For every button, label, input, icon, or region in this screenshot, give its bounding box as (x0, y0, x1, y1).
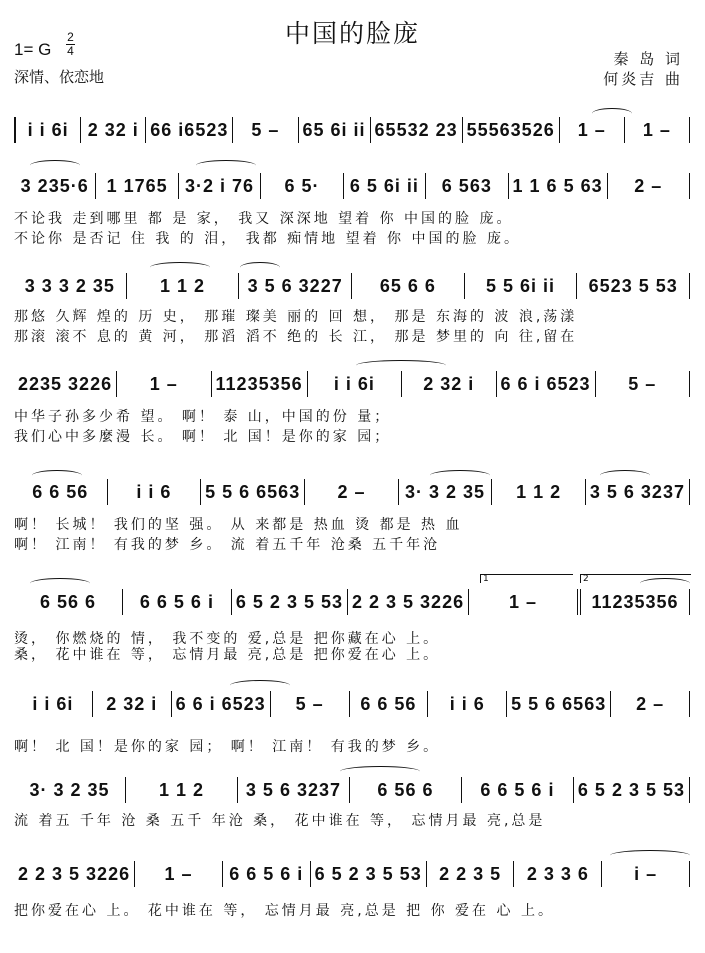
measure-notes: 6 563 (441, 175, 492, 196)
measure (14, 173, 96, 199)
measure (223, 861, 311, 887)
measure-notes: 6 56 6 (377, 779, 434, 800)
measure (427, 861, 515, 887)
measure (135, 861, 223, 887)
measure-notes: i i 6i (27, 119, 69, 140)
measure-notes: 2 32 i (423, 373, 475, 394)
measure-notes: 2235 3226 (18, 373, 113, 394)
measure (305, 479, 399, 505)
measure-notes: 2 3 3 6 (526, 863, 589, 884)
measure-notes: 1 – (642, 119, 671, 140)
notes-line (14, 116, 690, 144)
measure (625, 117, 690, 143)
measure-notes: 66 i6523 (150, 119, 229, 140)
measure-notes: 2 2 3 5 3226 (352, 591, 465, 612)
measure (238, 777, 350, 803)
measure (586, 479, 690, 505)
measure (14, 861, 135, 887)
staff-row (14, 172, 690, 202)
lyric-line: 桑， 花中谁在 等， 忘情月最 亮,总是 把你爱在心 上。 (14, 647, 441, 663)
slur-mark (30, 160, 80, 171)
slur-mark (32, 470, 82, 481)
volta-first: 1 (480, 574, 573, 583)
slur-mark (340, 766, 420, 777)
measure-notes: 1 – (149, 373, 178, 394)
measure-notes: i i 6i (32, 693, 74, 714)
measure-notes: i i 6 (449, 693, 485, 714)
meter-bottom: 4 (67, 44, 74, 58)
measure (123, 589, 232, 615)
measure-notes: i i 6 (136, 481, 172, 502)
staff-row (14, 478, 690, 508)
measure (492, 479, 586, 505)
slur-mark (600, 470, 650, 481)
measure-notes: 3· 3 2 35 (29, 779, 110, 800)
lyric-line: 啊！ 长城！ 我们的坚 强。 从 来都是 热血 烫 都是 热 血 (14, 517, 463, 533)
measure-notes: 6 6 56 (32, 481, 89, 502)
measure (560, 117, 625, 143)
measure (399, 479, 493, 505)
measure (14, 777, 126, 803)
measure (201, 479, 305, 505)
lyric-line: 中华子孙多少希 望。 啊！ 泰 山，中国的份 量； (14, 409, 392, 425)
meter-top: 2 (67, 30, 74, 44)
measure (469, 589, 581, 615)
measure-notes: 65 6 6 (379, 275, 436, 296)
staff-row (14, 860, 690, 890)
measure (465, 273, 578, 299)
staff-row (14, 116, 690, 146)
lyric-line: 那滚 滚不 息的 黄 河， 那滔 滔不 绝的 长 江， 那是 梦里的 向 往,留在 (14, 329, 578, 345)
measure-notes: 2 2 3 5 3226 (18, 863, 131, 884)
measure (352, 273, 465, 299)
measure (462, 777, 574, 803)
staff-row (14, 776, 690, 806)
measure-notes: 1 – (509, 591, 538, 612)
measure (239, 273, 352, 299)
measure (507, 691, 611, 717)
notes-line (14, 690, 690, 718)
measure (126, 777, 238, 803)
measure (14, 589, 123, 615)
lyric-line: 啊！ 北 国！是你的家 园； 啊！ 江南！ 有我的梦 乡。 (14, 739, 441, 755)
slur-mark (356, 360, 446, 371)
measure (233, 117, 298, 143)
measure-notes: 3 5 6 3237 (245, 779, 341, 800)
measure-notes: 3 5 6 3237 (589, 481, 685, 502)
slur-mark (30, 578, 90, 589)
measure (602, 861, 690, 887)
notes-line (14, 478, 690, 506)
measure (127, 273, 240, 299)
notes-line (14, 370, 690, 398)
slur-mark (640, 578, 690, 589)
measure (96, 173, 178, 199)
measure-notes: 5 – (628, 373, 657, 394)
slur-mark (430, 470, 490, 481)
measure-notes: 1 1 2 (159, 275, 206, 296)
lyric-line: 啊！ 江南！ 有我的梦 乡。 流 着五千年 沧桑 五千年沧 (14, 537, 441, 553)
measure (577, 273, 690, 299)
measure (350, 691, 429, 717)
measure (93, 691, 172, 717)
measure-notes: 3 3 3 2 35 (24, 275, 115, 296)
measure (371, 117, 463, 143)
composer-credit: 何炎吉 曲 (603, 70, 683, 88)
measure-notes: 6 6 i 6523 (175, 693, 266, 714)
measure (426, 173, 508, 199)
key-signature: 1= G (14, 40, 52, 59)
measure-notes: 5 5 6 6563 (511, 693, 607, 714)
measure-notes: 6 5 2 3 5 53 (314, 863, 422, 884)
measure (14, 479, 108, 505)
measure-notes: 11235356 (215, 373, 303, 394)
slur-mark (240, 262, 280, 273)
lyric-line: 我们心中多麼漫 长。 啊！ 北 国！是你的家 园； (14, 429, 392, 445)
measure (574, 777, 690, 803)
measure-notes: 2 2 3 5 (439, 863, 502, 884)
staff-row (14, 370, 690, 400)
measure (232, 589, 348, 615)
slur-mark (592, 108, 632, 119)
measure-notes: 6 6 5 6 i (139, 591, 214, 612)
measure (608, 173, 690, 199)
volta-second: 2 (580, 574, 691, 583)
measure (14, 371, 117, 397)
measure (81, 117, 146, 143)
slur-mark (196, 160, 256, 171)
measure (14, 691, 93, 717)
measure (428, 691, 507, 717)
measure-notes: 1 1 2 (516, 481, 562, 502)
measure (514, 861, 602, 887)
measure (344, 173, 426, 199)
measure (108, 479, 202, 505)
measure (611, 691, 690, 717)
measure (596, 371, 690, 397)
measure (463, 117, 560, 143)
lyric-line: 不论我 走到哪里 都 是 家， 我又 深深地 望着 你 中国的脸 庞。 (14, 211, 514, 227)
measure (14, 117, 81, 143)
measure (308, 371, 402, 397)
measure (350, 777, 462, 803)
measure (581, 589, 690, 615)
measure-notes: 1 1765 (106, 175, 168, 196)
measure-notes: 6 5 6i ii (349, 175, 419, 196)
slur-mark (150, 262, 210, 273)
measure-notes: 55563526 (466, 119, 555, 140)
measure (172, 691, 271, 717)
measure (509, 173, 608, 199)
staff-row (14, 272, 690, 302)
lyric-line: 那悠 久辉 煌的 历 史， 那璀 璨美 丽的 回 想， 那是 东海的 波 浪,荡漾 (14, 309, 578, 325)
song-title: 中国的脸庞 (284, 19, 420, 48)
lyric-line: 烫， 你燃烧的 情， 我不变的 爱,总是 把你藏在心 上。 (14, 631, 441, 647)
measure-notes: 2 – (634, 175, 663, 196)
notes-line (14, 588, 690, 616)
measure-notes: 11235356 (591, 591, 679, 612)
measure-notes: i i 6i (333, 373, 375, 394)
measure (311, 861, 427, 887)
measure-notes: 1 1 6 5 63 (512, 175, 603, 196)
measure-notes: 6 6 5 6 i (480, 779, 555, 800)
time-signature (66, 32, 75, 57)
lyric-line: 把你爱在心 上。 花中谁在 等， 忘情月最 亮,总是 把 你 爱在 心 上。 (14, 903, 555, 919)
lyric-line: 不论你 是否记 住 我 的 泪， 我都 痴情地 望着 你 中国的脸 庞。 (14, 231, 521, 247)
slur-mark (610, 850, 690, 861)
tempo-marking: 深情、依恋地 (14, 68, 105, 86)
measure-notes: 65 6i ii (302, 119, 366, 140)
lyricist-credit: 秦 岛 词 (613, 50, 683, 68)
measure (14, 273, 127, 299)
measure-notes: 6 56 6 (39, 591, 96, 612)
staff-row (14, 690, 690, 720)
measure-notes: 5 5 6 6563 (205, 481, 301, 502)
measure-notes: 1 – (577, 119, 606, 140)
measure-notes: 6523 5 53 (588, 275, 678, 296)
measure-notes: 2 – (337, 481, 366, 502)
notes-line (14, 272, 690, 300)
measure-notes: 2 32 i (87, 119, 139, 140)
staff-row (14, 588, 690, 618)
measure-notes: 5 5 6i ii (486, 275, 556, 296)
measure-notes: 6 6 5 6 i (229, 863, 304, 884)
measure-notes: 65532 23 (374, 119, 458, 140)
measure-notes: 5 – (251, 119, 280, 140)
measure-notes: i – (634, 863, 658, 884)
measure (146, 117, 233, 143)
measure-notes: 6 5 2 3 5 53 (235, 591, 343, 612)
notes-line (14, 172, 690, 200)
measure-notes: 2 32 i (106, 693, 158, 714)
measure-notes: 5 – (295, 693, 324, 714)
measure (179, 173, 261, 199)
measure (299, 117, 371, 143)
measure (402, 371, 496, 397)
measure-notes: 1 – (164, 863, 193, 884)
measure (271, 691, 350, 717)
measure (212, 371, 308, 397)
measure-notes: 6 5 2 3 5 53 (577, 779, 686, 800)
measure (348, 589, 469, 615)
measure-notes: 3· 3 2 35 (405, 481, 486, 502)
measure (497, 371, 596, 397)
slur-mark (230, 680, 290, 691)
measure-notes: 1 1 2 (158, 779, 204, 800)
measure-notes: 2 – (636, 693, 665, 714)
measure (117, 371, 211, 397)
measure (261, 173, 343, 199)
notes-line (14, 860, 690, 888)
measure-notes: 6 6 56 (360, 693, 417, 714)
measure-notes: 3 5 6 3227 (247, 275, 343, 296)
measure-notes: 6 5· (284, 175, 320, 196)
measure-notes: 3 235·6 (20, 175, 89, 196)
measure-notes: 3·2 i 76 (185, 175, 255, 196)
lyric-line: 流 着五 千年 沧 桑 五千 年沧 桑， 花中谁在 等， 忘情月最 亮,总是 (14, 813, 546, 829)
measure-notes: 6 6 i 6523 (500, 373, 591, 394)
notes-line (14, 776, 690, 804)
